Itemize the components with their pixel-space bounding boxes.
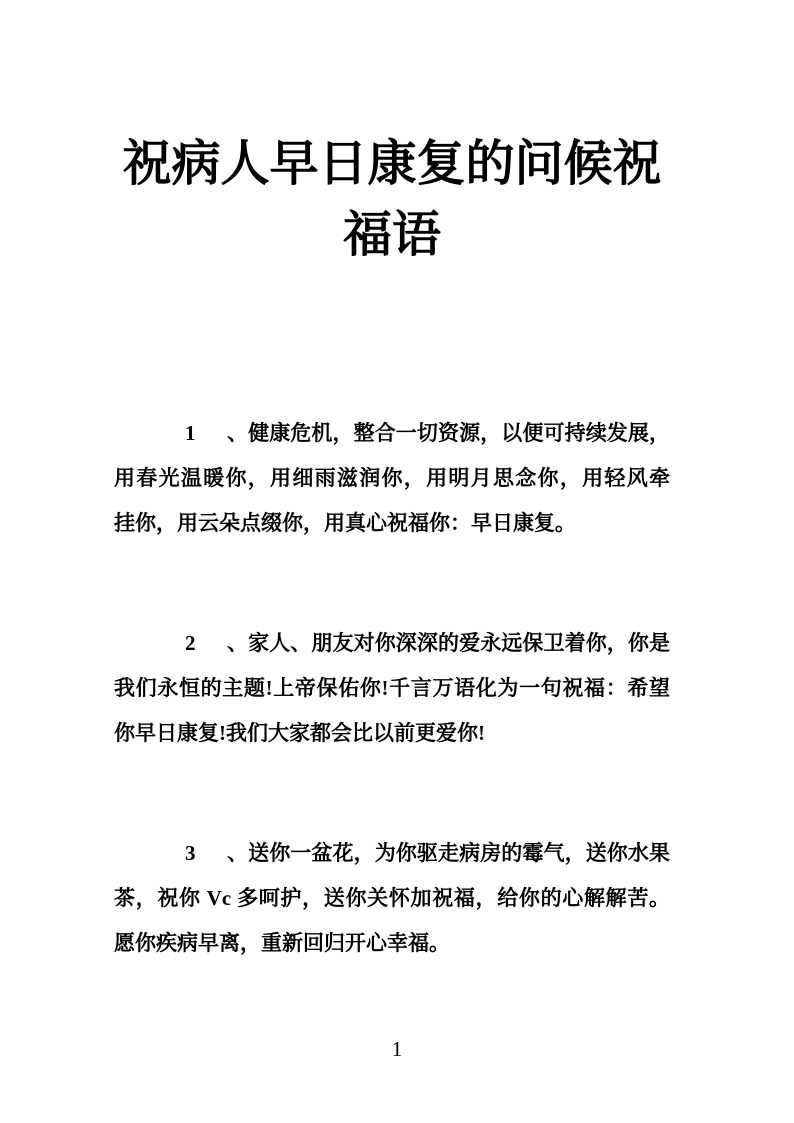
- list-number-2: 2、: [185, 631, 248, 655]
- paragraph-3: [114, 831, 670, 966]
- page-title: [114, 128, 670, 270]
- list-number-3: 3、: [185, 841, 248, 865]
- paragraph-line: 挂你，用云朵点缀你，用真心祝福你：早日康复。: [114, 511, 576, 535]
- paragraph-line: [114, 411, 670, 456]
- paragraph-text: 送你一盆花，为你驱走病房的霉气，送你水果: [248, 841, 670, 865]
- paragraph-2: [114, 621, 670, 756]
- paragraph-line: [114, 621, 670, 666]
- paragraph-line: [114, 831, 670, 876]
- paragraph-text: 健康危机，整合一切资源，以便可持续发展，: [248, 421, 670, 445]
- title-line-2: 福语: [342, 207, 441, 262]
- paragraph-1: [114, 411, 670, 546]
- page-number: 1: [391, 1037, 403, 1061]
- paragraph-line: 用春光温暖你，用细雨滋润你，用明月思念你，用轻风牵: [114, 466, 670, 490]
- paragraph-text: 家人、朋友对你深深的爱永远保卫着你，你是: [248, 631, 670, 655]
- paragraph-line: 你早日康复!我们大家都会比以前更爱你!: [114, 721, 485, 745]
- paragraph-line: 愿你疾病早离，重新回归开心幸福。: [114, 931, 450, 955]
- document-body: [114, 411, 670, 966]
- title-line-1: 祝病人早日康复的问候祝: [122, 136, 662, 191]
- paragraph-line: 茶，祝你 Vc 多呵护，送你关怀加祝福，给你的心解解苦。: [114, 886, 670, 910]
- paragraph-line: 我们永恒的主题!上帝保佑你!千言万语化为一句祝福：希望: [114, 676, 670, 700]
- list-number-1: 1、: [185, 421, 248, 445]
